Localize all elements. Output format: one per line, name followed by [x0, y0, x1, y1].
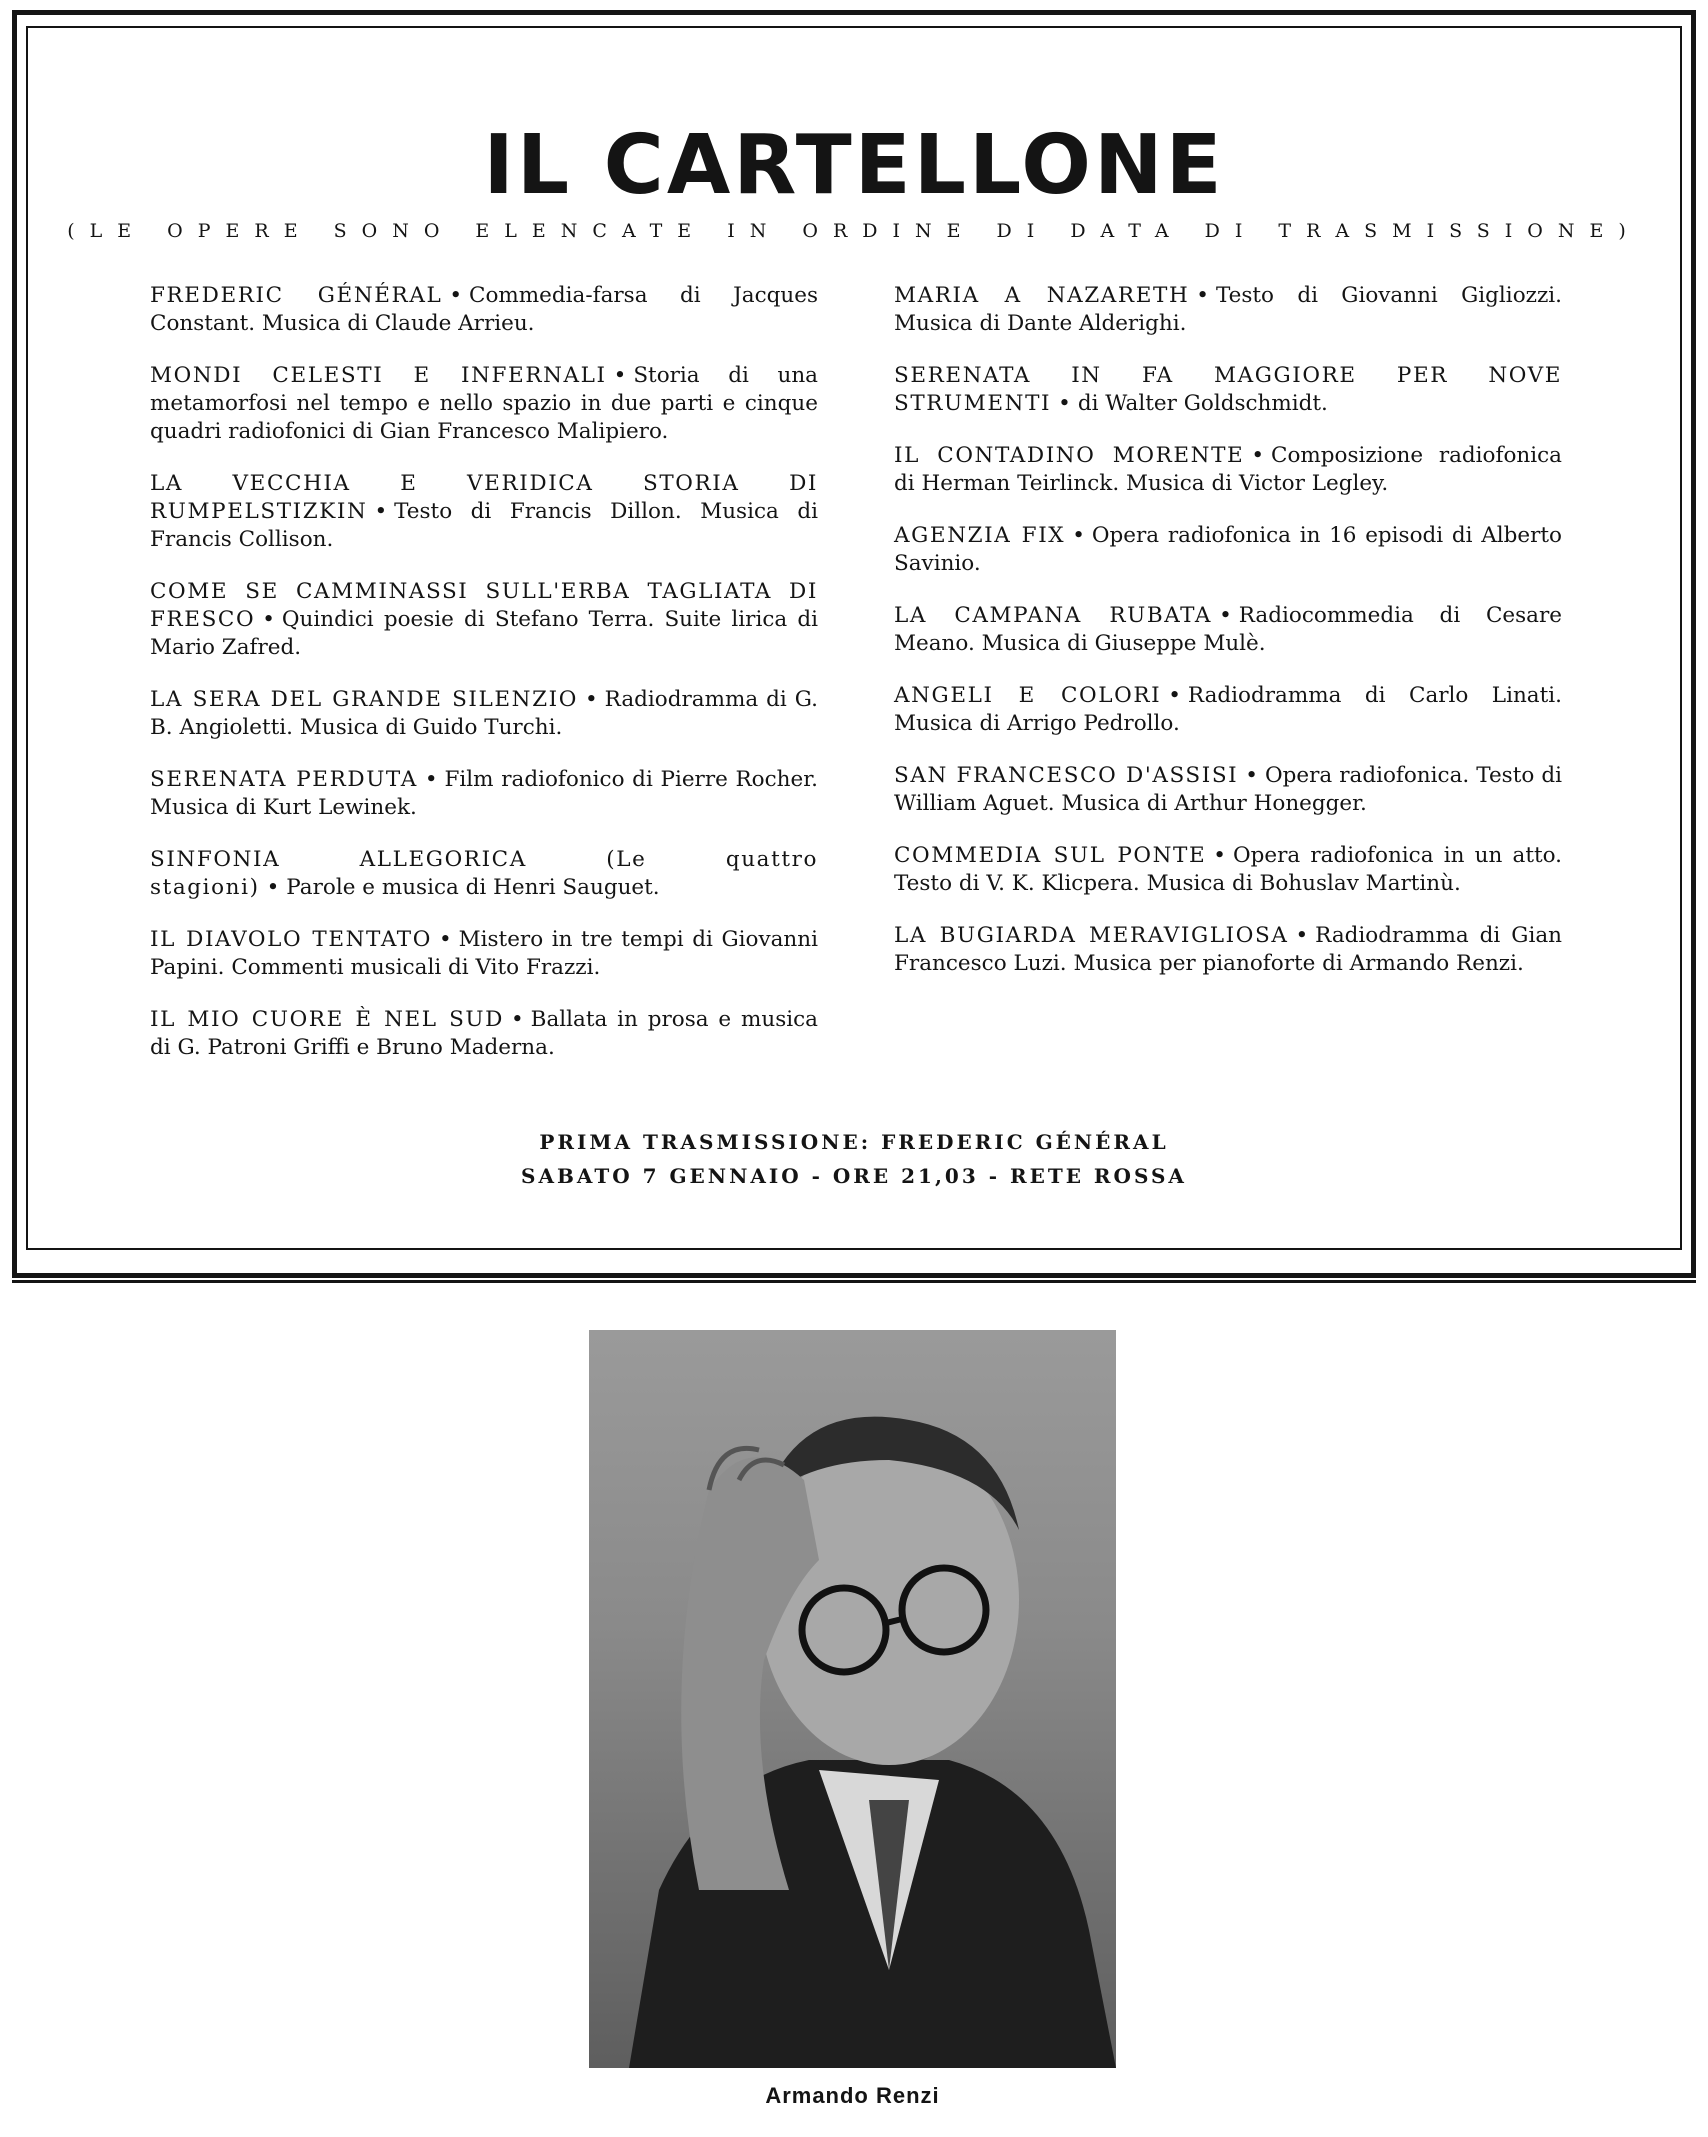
first-broadcast-line1: PRIMA TRASMISSIONE: FREDERIC GÉNÉRAL: [539, 1130, 1169, 1154]
program-title: LA BUGIARDA MERAVIGLIOSA: [894, 923, 1289, 948]
program-list-right: [894, 282, 1562, 1002]
program-list-left: [150, 282, 818, 1086]
program-description: Radiocommedia di Cesare Meano. Musica di Giuseppe Mulè.: [894, 603, 1562, 656]
bullet-separator: •: [266, 875, 280, 900]
program-entry: [150, 1006, 818, 1062]
bottom-rule: [12, 1280, 1696, 1283]
program-title: SAN FRANCESCO D'ASSISI: [894, 763, 1239, 788]
program-entry: [150, 578, 818, 662]
page-title: IL CARTELLONE: [483, 118, 1225, 213]
program-title: COMMEDIA SUL PONTE: [894, 843, 1207, 868]
bullet-separator: •: [510, 1007, 524, 1032]
program-entry: [894, 442, 1562, 498]
program-entry: [150, 766, 818, 822]
program-entry: [150, 926, 818, 982]
program-entry: [894, 762, 1562, 818]
program-title: LA SERA DEL GRANDE SILENZIO: [150, 687, 578, 712]
portrait-illustration: [589, 1330, 1116, 2068]
program-entry: [894, 922, 1562, 978]
program-title: AGENZIA FIX: [894, 523, 1066, 548]
portrait-photo: [589, 1330, 1116, 2068]
program-title: COME SE CAMMINASSI SULL'ERBA TAGLIATA DI FRESCO: [150, 579, 818, 632]
program-title: ANGELI E COLORI: [894, 683, 1162, 708]
bullet-separator: •: [1196, 283, 1209, 308]
program-title: SINFONIA ALLEGORICA (Le quattro stagioni): [150, 847, 818, 900]
program-entry: [894, 602, 1562, 658]
program-title: SERENATA PERDUTA: [150, 767, 418, 792]
program-description: Mistero in tre tempi di Giovanni Papini. Commenti musicali di Vito Frazzi.: [150, 927, 818, 980]
program-description: Commedia-farsa di Jacques Constant. Musica di Claude Arrieu.: [150, 283, 818, 336]
program-description: Radiodramma di Gian Francesco Luzi. Musica per pianoforte di Armando Renzi.: [894, 923, 1563, 976]
program-title: LA VECCHIA E VERIDICA STORIA DI RUMPELSTIZKIN: [150, 471, 818, 524]
page-subtitle: (LE OPERE SONO ELENCATE IN ORDINE DI DATA DI TRASMISSIONE): [67, 220, 1641, 242]
program-title: IL CONTADINO MORENTE: [894, 443, 1245, 468]
program-description: Radiodramma di Carlo Linati. Musica di Arrigo Pedrollo.: [894, 683, 1562, 736]
bullet-separator: •: [374, 499, 388, 524]
program-description: Radiodramma di G. B. Angioletti. Musica di Guido Turchi.: [150, 687, 819, 740]
photo-caption: Armando Renzi: [765, 2083, 940, 2108]
program-title: LA CAMPANA RUBATA: [894, 603, 1213, 628]
program-description: Opera radiofonica in 16 episodi di Alberto Savinio.: [894, 523, 1562, 576]
bullet-separator: •: [449, 283, 463, 308]
program-description: Composizione radiofonica di Herman Teirlinck. Musica di Victor Legley.: [894, 443, 1562, 496]
program-entry: [150, 282, 818, 338]
bullet-separator: •: [1219, 603, 1232, 628]
program-description: Quindici poesie di Stefano Terra. Suite lirica di Mario Zafred.: [150, 607, 818, 660]
bullet-separator: •: [1245, 763, 1258, 788]
bullet-separator: •: [1251, 443, 1264, 468]
bullet-separator: •: [1168, 683, 1181, 708]
bullet-separator: •: [1213, 843, 1226, 868]
program-description: di Walter Goldschmidt.: [1077, 391, 1328, 416]
bullet-separator: •: [1072, 523, 1085, 548]
program-title: MONDI CELESTI E INFERNALI: [150, 363, 607, 388]
bullet-separator: •: [613, 363, 627, 388]
bullet-separator: •: [424, 767, 438, 792]
program-description: Opera radiofonica. Testo di William Aguet. Musica di Arthur Honegger.: [894, 763, 1562, 816]
bullet-separator: •: [438, 927, 452, 952]
program-description: Testo di Giovanni Gigliozzi. Musica di Dante Alderighi.: [894, 283, 1562, 336]
program-entry: [894, 522, 1562, 578]
program-title: SERENATA IN FA MAGGIORE PER NOVE STRUMENTI: [894, 363, 1562, 416]
program-title: IL DIAVOLO TENTATO: [150, 927, 432, 952]
program-title: MARIA A NAZARETH: [894, 283, 1190, 308]
program-description: Film radiofonico di Pierre Rocher. Musica di Kurt Lewinek.: [150, 767, 818, 820]
first-broadcast-line2: SABATO 7 GENNAIO - ORE 21,03 - RETE ROSSA: [521, 1164, 1187, 1188]
program-entry: [150, 846, 818, 902]
program-entry: [150, 362, 818, 446]
program-entry: [894, 682, 1562, 738]
program-entry: [150, 470, 818, 554]
program-entry: [150, 686, 818, 742]
program-entry: [894, 842, 1562, 898]
program-description: Testo di Francis Dillon. Musica di Francis Collison.: [150, 499, 818, 552]
program-description: Opera radiofonica in un atto. Testo di V. K. Klicpera. Musica di Bohuslav Martinù.: [894, 843, 1563, 896]
bullet-separator: •: [262, 607, 275, 632]
program-entry: [894, 362, 1562, 418]
program-description: Storia di una metamorfosi nel tempo e nello spazio in due parti e cinque quadri radiofonici di Gian Francesco Malipiero.: [150, 363, 819, 444]
program-description: Ballata in prosa e musica di G. Patroni Griffi e Bruno Maderna.: [150, 1007, 818, 1060]
bullet-separator: •: [1058, 391, 1071, 416]
program-title: IL MIO CUORE È NEL SUD: [150, 1007, 504, 1032]
program-entry: [894, 282, 1562, 338]
program-description: Parole e musica di Henri Sauguet.: [286, 875, 660, 900]
bullet-separator: •: [584, 687, 598, 712]
program-title: FREDERIC GÉNÉRAL: [150, 283, 443, 308]
bullet-separator: •: [1295, 923, 1309, 948]
